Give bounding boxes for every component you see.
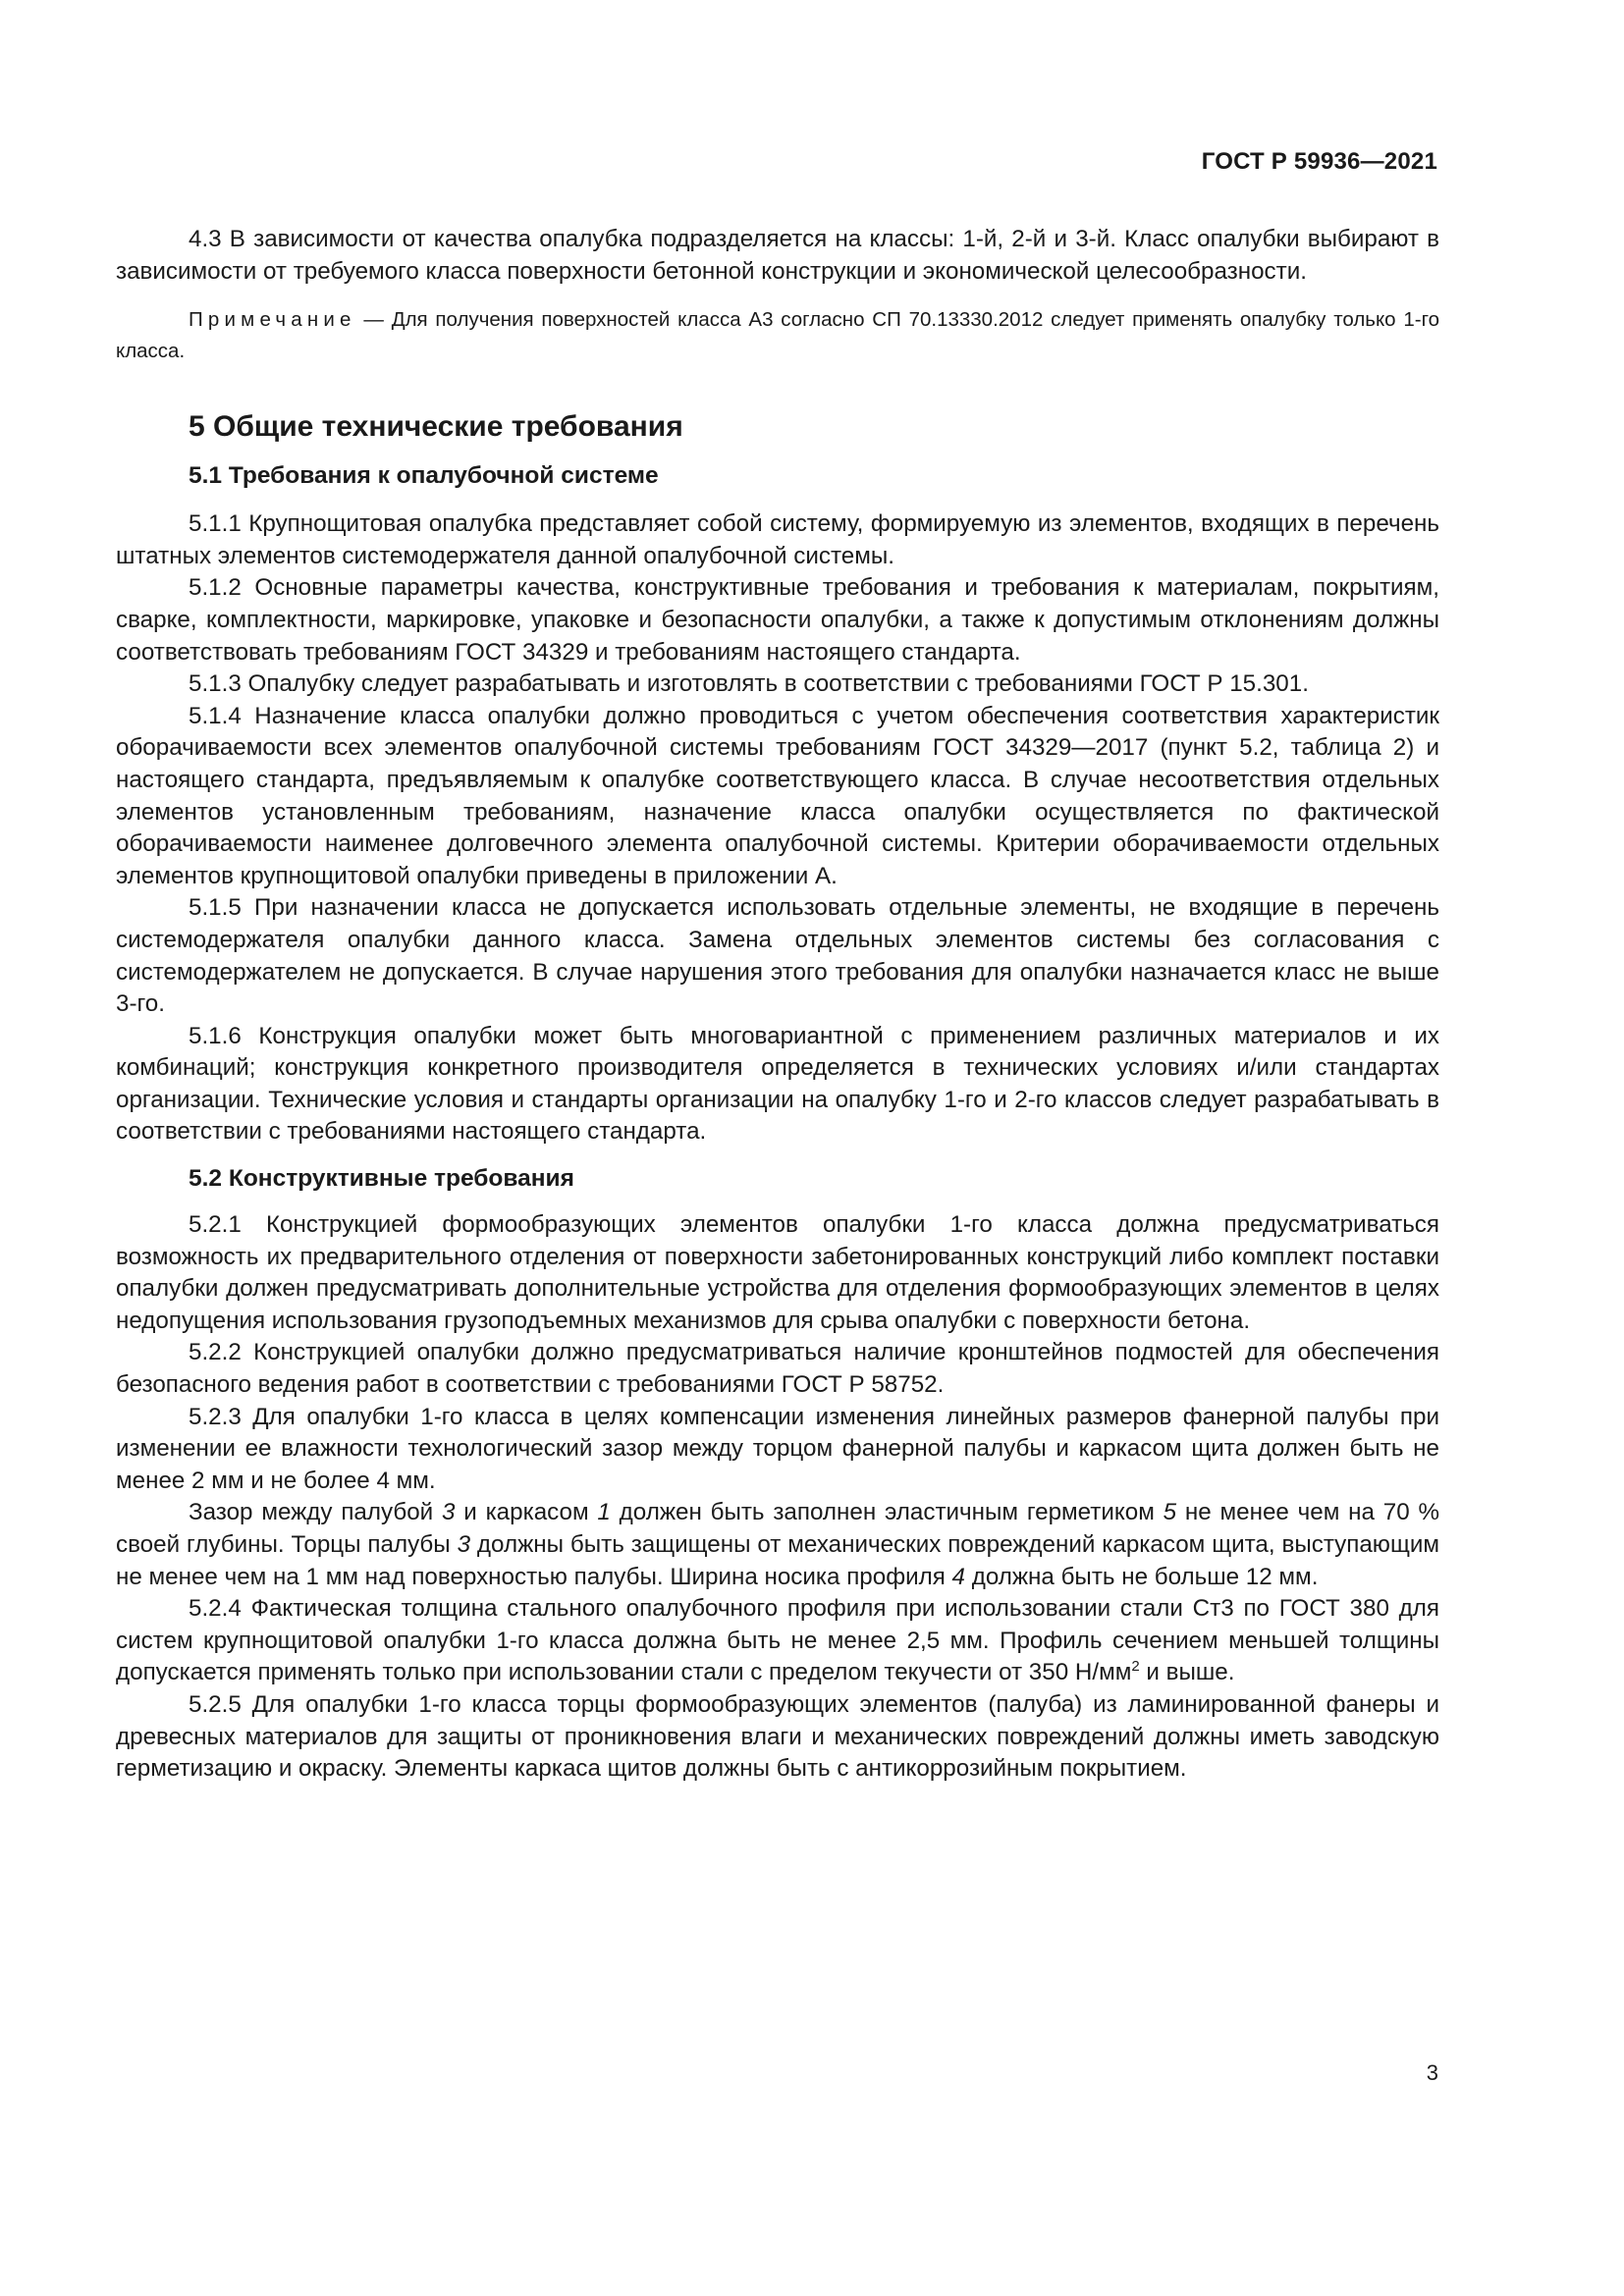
ref-deck-3: 3 xyxy=(441,1499,456,1526)
subsection-5-1-title: 5.1 Требования к опалубочной системе xyxy=(189,462,659,490)
ref-frame-1: 1 xyxy=(597,1499,611,1526)
paragraph-5-2-1: 5.2.1 Конструкцией формообразующих элементов опалубки 1-го класса должна предусматриваться возможность их предварительного отделения от поверхности забетонированных конструкций либо комплект поставки опалубки должен предусматривать дополнительные устройства для отделения формообразующих элементов в целях недопущения использования грузоподъемных механизмов для срыва опалубки с поверхности бетона. xyxy=(116,1211,1439,1334)
superscript-2: 2 xyxy=(1131,1658,1140,1676)
gap-text-6: должна быть не больше 12 мм. xyxy=(965,1563,1319,1590)
paragraph-4-3: 4.3 В зависимости от качества опалубка подразделяется на классы: 1-й, 2-й и 3-й. Класс опалубки выбирают в зависимости от требуемого класса поверхности бетонной конструкции и экономической целесообразности. xyxy=(116,226,1439,285)
document-code-header: ГОСТ Р 59936—2021 xyxy=(1201,148,1437,175)
paragraph-5-1-2: 5.1.2 Основные параметры качества, конструктивные требования и требования к материалам, покрытиям, сварке, комплектности, маркировке, упаковке и безопасности опалубки, а также к допустимым отклонениям должны соответствовать требованиям ГОСТ 34329 и требованиям настоящего стандарта. xyxy=(116,574,1439,666)
paragraph-5-1-3: 5.1.3 Опалубку следует разрабатывать и изготовлять в соответствии с требованиями ГОСТ Р 15.301. xyxy=(189,670,1309,698)
gap-text-2: и каркасом xyxy=(455,1499,598,1526)
paragraph-5-2-5: 5.2.5 Для опалубки 1-го класса торцы формообразующих элементов (палуба) из ламинированной фанеры и древесных материалов для защиты от проникновения влаги и механических повреждений должны иметь заводскую герметизацию и окраску. Элементы каркаса щитов должны быть с антикоррозийным покрытием. xyxy=(116,1690,1439,1783)
page-content xyxy=(116,224,1439,1786)
section-5-title: 5 Общие технические требования xyxy=(189,410,683,444)
ref-nose-4: 4 xyxy=(951,1563,965,1590)
gap-text-4: не менее чем на 70 % своей глубины. Торцы палубы xyxy=(116,1499,1439,1558)
note-text: — Для получения поверхностей класса А3 согласно СП 70.13330.2012 следует применять опалубку только 1-го класса. xyxy=(116,308,1439,363)
note-label: Примечание xyxy=(189,308,356,332)
paragraph-5-2-3: 5.2.3 Для опалубки 1-го класса в целях компенсации изменения линейных размеров фанерной палубы при изменении ее влажности технологический зазор между торцом фанерной палубы и каркасом щита должен быть не менее 2 мм и не более 4 мм. xyxy=(116,1403,1439,1494)
ref-sealant-5: 5 xyxy=(1163,1499,1177,1526)
paragraph-5-1-5: 5.1.5 При назначении класса не допускается использовать отдельные элементы, не входящие в перечень системодержателя опалубки данного класса. Замена отдельных элементов системы без согласования с системодержателем не допускается. В случае нарушения этого требования для опалубки назначается класс не выше 3-го. xyxy=(116,894,1439,1018)
steel-text-2: и выше. xyxy=(1139,1659,1235,1686)
subsection-5-2-title: 5.2 Конструктивные требования xyxy=(189,1165,574,1193)
paragraph-5-1-4: 5.1.4 Назначение класса опалубки должно проводиться с учетом обеспечения соответствия характеристик оборачиваемости всех элементов опалубочной системы требованиям ГОСТ 34329—2017 (пункт 5.2, таблица 2) и настоящего стандарта, предъявляемым к опалубке соответствующего класса. В случае несоответствия отдельных элементов установленным требованиям, назначение класса опалубки осуществляется по фактической оборачиваемости наименее долговечного элемента опалубочной системы. Критерии оборачиваемости отдельных элементов крупнощитовой опалубки приведены в приложении А. xyxy=(116,702,1439,889)
paragraph-5-2-3-gap xyxy=(116,1497,1439,1593)
paragraph-5-1-6: 5.1.6 Конструкция опалубки может быть многовариантной с применением различных материалов и их комбинаций; конструкция конкретного производителя определяется в технических условиях и/или стандартах организации. Технические условия и стандарты организации на опалубку 1-го и 2-го классов следует разрабатывать в соответствии с требованиями настоящего стандарта. xyxy=(116,1022,1439,1146)
ref-deck-3-second: 3 xyxy=(457,1531,471,1558)
gap-text-1: Зазор между палубой xyxy=(189,1499,442,1526)
paragraph-5-1-1: 5.1.1 Крупнощитовая опалубка представляет собой систему, формируемую из элементов, входящих в перечень штатных элементов системодержателя данной опалубочной системы. xyxy=(116,510,1439,569)
paragraph-5-2-2: 5.2.2 Конструкцией опалубки должно предусматриваться наличие кронштейнов подмостей для обеспечения безопасного ведения работ в соответствии с требованиями ГОСТ Р 58752. xyxy=(116,1339,1439,1399)
steel-text-1: 5.2.4 Фактическая толщина стального опалубочного профиля при использовании стали Ст3 по ГОСТ 380 для систем крупнощитовой опалубки 1-го класса должна быть не менее 2,5 мм. Профиль сечением меньшей толщины допускается применять только при использовании стали с пределом текучести от 350 Н/мм xyxy=(116,1595,1439,1686)
gap-text-3: должен быть заполнен эластичным герметиком xyxy=(610,1499,1164,1526)
gap-text-5: должны быть защищены от механических повреждений каркасом щита, выступающим не менее чем на 1 мм над поверхностью палубы. Ширина носика профиля xyxy=(116,1531,1439,1590)
page-number: 3 xyxy=(1426,2060,1438,2085)
paragraph-5-2-4 xyxy=(116,1593,1439,1689)
note-paragraph xyxy=(116,304,1439,367)
